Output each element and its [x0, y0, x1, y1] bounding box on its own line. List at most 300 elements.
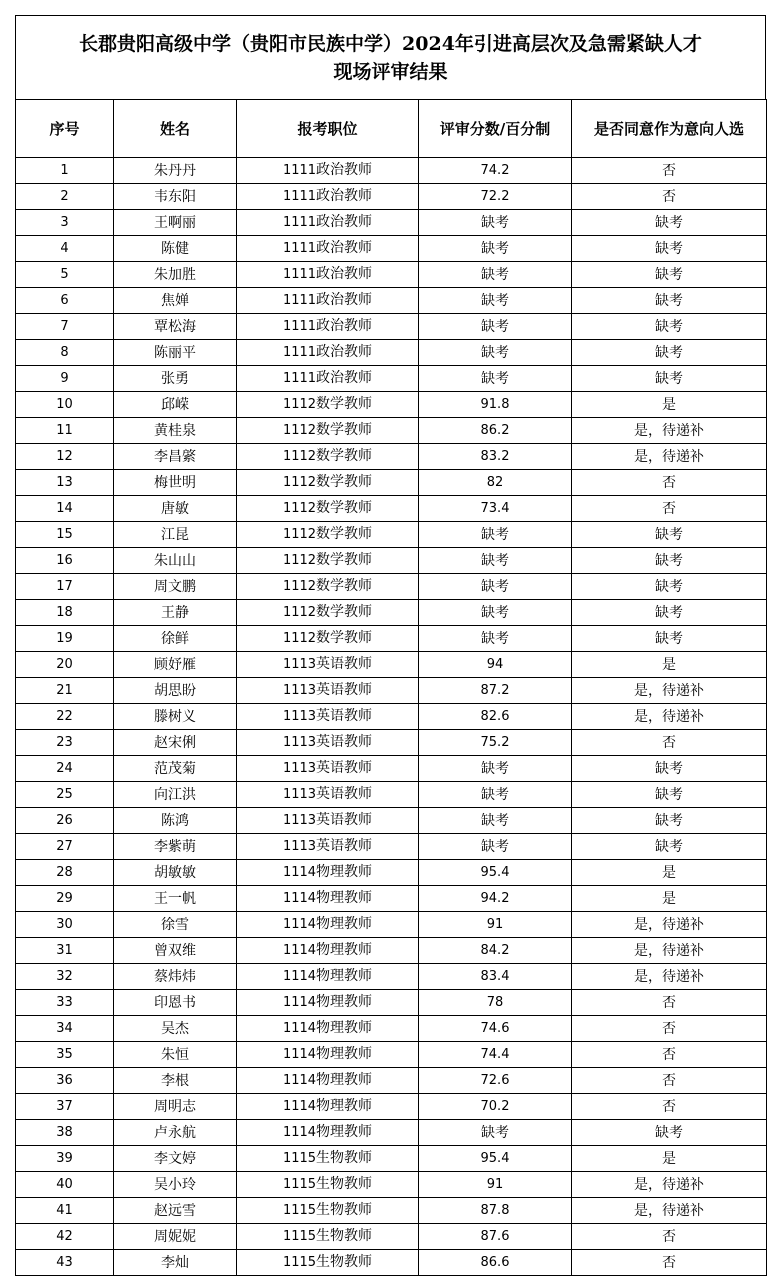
row-number-cell: 25: [16, 782, 114, 808]
position-title: 英语教师: [316, 708, 373, 724]
name-cell: 梅世明: [114, 470, 237, 496]
position-title: 数学教师: [316, 630, 373, 646]
position-code: 1114: [282, 969, 317, 984]
position-code: 1113: [282, 709, 317, 724]
position-cell: [237, 1198, 419, 1224]
position-cell: [237, 184, 419, 210]
table-row: [16, 288, 767, 314]
result-cell: 缺考: [572, 808, 767, 834]
score-cell: 87.8: [419, 1198, 572, 1224]
position-title: 政治教师: [316, 292, 373, 308]
score-cell: 91: [419, 912, 572, 938]
result-cell: 否: [572, 1042, 767, 1068]
row-number-cell: 32: [16, 964, 114, 990]
position-code: 1111: [282, 319, 317, 334]
page-subtitle: 现场评审结果: [333, 60, 448, 83]
position-code: 1114: [282, 943, 317, 958]
position-title: 数学教师: [316, 448, 373, 464]
position-cell: [237, 678, 419, 704]
title-block: [15, 15, 766, 99]
row-number-cell: 29: [16, 886, 114, 912]
position-cell: [237, 730, 419, 756]
score-cell: 86.2: [419, 418, 572, 444]
results-sheet: [15, 15, 766, 1276]
score-cell: 缺考: [419, 522, 572, 548]
result-cell: 缺考: [572, 366, 767, 392]
position-code: 1112: [282, 579, 317, 594]
position-cell: [237, 158, 419, 184]
result-cell: 否: [572, 496, 767, 522]
row-number-cell: 31: [16, 938, 114, 964]
position-cell: [237, 886, 419, 912]
position-cell: [237, 392, 419, 418]
position-cell: [237, 1224, 419, 1250]
position-title: 政治教师: [316, 344, 373, 360]
table-row: [16, 834, 767, 860]
table-row: [16, 964, 767, 990]
score-cell: 70.2: [419, 1094, 572, 1120]
score-cell: 缺考: [419, 626, 572, 652]
name-cell: 李昌綮: [114, 444, 237, 470]
result-cell: 是: [572, 1146, 767, 1172]
position-title: 英语教师: [316, 656, 373, 672]
position-code: 1111: [282, 267, 317, 282]
position-code: 1111: [282, 241, 317, 256]
row-number-cell: 18: [16, 600, 114, 626]
table-row: [16, 210, 767, 236]
score-cell: 74.2: [419, 158, 572, 184]
table-row: [16, 444, 767, 470]
result-cell: 否: [572, 158, 767, 184]
position-title: 数学教师: [316, 396, 373, 412]
name-cell: 朱加胜: [114, 262, 237, 288]
position-code: 1114: [282, 995, 317, 1010]
result-cell: 缺考: [572, 522, 767, 548]
score-cell: 78: [419, 990, 572, 1016]
name-cell: 焦婵: [114, 288, 237, 314]
position-cell: [237, 288, 419, 314]
score-cell: 82: [419, 470, 572, 496]
position-cell: [237, 444, 419, 470]
position-cell: [237, 990, 419, 1016]
position-title: 物理教师: [316, 890, 373, 906]
position-code: 1114: [282, 865, 317, 880]
name-cell: 王啊丽: [114, 210, 237, 236]
table-row: [16, 1120, 767, 1146]
position-code: 1113: [282, 813, 317, 828]
position-title: 英语教师: [316, 838, 373, 854]
position-title: 英语教师: [316, 734, 373, 750]
result-cell: 缺考: [572, 782, 767, 808]
name-cell: 朱山山: [114, 548, 237, 574]
score-cell: 87.2: [419, 678, 572, 704]
position-cell: [237, 262, 419, 288]
row-number-cell: 43: [16, 1250, 114, 1276]
name-cell: 王一帆: [114, 886, 237, 912]
row-number-cell: 36: [16, 1068, 114, 1094]
score-cell: 95.4: [419, 1146, 572, 1172]
name-cell: 韦东阳: [114, 184, 237, 210]
position-title: 政治教师: [316, 266, 373, 282]
name-cell: 吴小玲: [114, 1172, 237, 1198]
position-cell: [237, 600, 419, 626]
position-code: 1112: [282, 449, 317, 464]
name-cell: 印恩书: [114, 990, 237, 1016]
position-cell: [237, 340, 419, 366]
score-cell: 95.4: [419, 860, 572, 886]
position-cell: [237, 938, 419, 964]
position-cell: [237, 236, 419, 262]
name-cell: 李灿: [114, 1250, 237, 1276]
table-row: [16, 158, 767, 184]
result-cell: 否: [572, 1068, 767, 1094]
position-cell: [237, 1146, 419, 1172]
result-cell: 是，待递补: [572, 1172, 767, 1198]
position-title: 生物教师: [316, 1254, 373, 1270]
table-row: [16, 600, 767, 626]
header-score: 评审分数/百分制: [419, 100, 572, 158]
row-number-cell: 28: [16, 860, 114, 886]
row-number-cell: 22: [16, 704, 114, 730]
position-cell: [237, 210, 419, 236]
score-cell: 缺考: [419, 262, 572, 288]
result-cell: 缺考: [572, 1120, 767, 1146]
position-title: 生物教师: [316, 1228, 373, 1244]
table-row: [16, 1146, 767, 1172]
score-cell: 91.8: [419, 392, 572, 418]
score-cell: 83.2: [419, 444, 572, 470]
header-name: 姓名: [114, 100, 237, 158]
result-cell: 缺考: [572, 288, 767, 314]
row-number-cell: 15: [16, 522, 114, 548]
name-cell: 向江洪: [114, 782, 237, 808]
table-row: [16, 938, 767, 964]
position-title: 物理教师: [316, 968, 373, 984]
name-cell: 陈丽平: [114, 340, 237, 366]
result-cell: 是，待递补: [572, 678, 767, 704]
table-row: [16, 782, 767, 808]
row-number-cell: 33: [16, 990, 114, 1016]
position-title: 英语教师: [316, 786, 373, 802]
row-number-cell: 30: [16, 912, 114, 938]
row-number-cell: 42: [16, 1224, 114, 1250]
row-number-cell: 5: [16, 262, 114, 288]
header-no: 序号: [16, 100, 114, 158]
position-cell: [237, 808, 419, 834]
position-cell: [237, 912, 419, 938]
result-cell: 缺考: [572, 314, 767, 340]
position-code: 1111: [282, 163, 317, 178]
result-cell: 是，待递补: [572, 964, 767, 990]
result-cell: 否: [572, 1224, 767, 1250]
position-title: 政治教师: [316, 214, 373, 230]
position-code: 1113: [282, 839, 317, 854]
row-number-cell: 41: [16, 1198, 114, 1224]
position-title: 物理教师: [316, 864, 373, 880]
table-row: [16, 912, 767, 938]
row-number-cell: 39: [16, 1146, 114, 1172]
position-code: 1112: [282, 527, 317, 542]
position-cell: [237, 860, 419, 886]
name-cell: 周明志: [114, 1094, 237, 1120]
results-table: [15, 99, 767, 1276]
result-cell: 缺考: [572, 756, 767, 782]
page-title: 长郡贵阳高级中学（贵阳市民族中学）2024年引进高层次及急需紧缺人才: [79, 32, 702, 55]
position-cell: [237, 496, 419, 522]
score-cell: 缺考: [419, 314, 572, 340]
result-cell: 否: [572, 730, 767, 756]
position-title: 物理教师: [316, 1072, 373, 1088]
result-cell: 是: [572, 652, 767, 678]
name-cell: 江昆: [114, 522, 237, 548]
table-row: [16, 652, 767, 678]
score-cell: 缺考: [419, 834, 572, 860]
position-cell: [237, 1042, 419, 1068]
result-cell: 是: [572, 860, 767, 886]
score-cell: 缺考: [419, 808, 572, 834]
score-cell: 缺考: [419, 340, 572, 366]
position-cell: [237, 470, 419, 496]
result-cell: 缺考: [572, 574, 767, 600]
position-title: 数学教师: [316, 604, 373, 620]
name-cell: 周文鹏: [114, 574, 237, 600]
table-row: [16, 366, 767, 392]
table-row: [16, 1224, 767, 1250]
name-cell: 赵宋俐: [114, 730, 237, 756]
row-number-cell: 7: [16, 314, 114, 340]
result-cell: 是，待递补: [572, 938, 767, 964]
score-cell: 缺考: [419, 782, 572, 808]
table-header-row: [16, 100, 767, 158]
name-cell: 张勇: [114, 366, 237, 392]
position-cell: [237, 522, 419, 548]
score-cell: 74.6: [419, 1016, 572, 1042]
name-cell: 蔡炜炜: [114, 964, 237, 990]
table-row: [16, 1016, 767, 1042]
table-row: [16, 522, 767, 548]
table-row: [16, 548, 767, 574]
result-cell: 是，待递补: [572, 444, 767, 470]
score-cell: 82.6: [419, 704, 572, 730]
result-cell: 是: [572, 886, 767, 912]
position-title: 英语教师: [316, 682, 373, 698]
name-cell: 李紫萌: [114, 834, 237, 860]
position-code: 1115: [282, 1151, 317, 1166]
position-code: 1115: [282, 1177, 317, 1192]
name-cell: 周妮妮: [114, 1224, 237, 1250]
score-cell: 74.4: [419, 1042, 572, 1068]
position-cell: [237, 964, 419, 990]
position-title: 物理教师: [316, 1020, 373, 1036]
row-number-cell: 40: [16, 1172, 114, 1198]
row-number-cell: 17: [16, 574, 114, 600]
name-cell: 顾妤雁: [114, 652, 237, 678]
name-cell: 胡思盼: [114, 678, 237, 704]
table-row: [16, 574, 767, 600]
score-cell: 缺考: [419, 548, 572, 574]
score-cell: 缺考: [419, 236, 572, 262]
row-number-cell: 2: [16, 184, 114, 210]
name-cell: 卢永航: [114, 1120, 237, 1146]
position-code: 1115: [282, 1203, 317, 1218]
score-cell: 73.4: [419, 496, 572, 522]
position-title: 英语教师: [316, 760, 373, 776]
position-cell: [237, 782, 419, 808]
row-number-cell: 14: [16, 496, 114, 522]
table-row: [16, 704, 767, 730]
row-number-cell: 21: [16, 678, 114, 704]
position-code: 1112: [282, 397, 317, 412]
score-cell: 94.2: [419, 886, 572, 912]
row-number-cell: 8: [16, 340, 114, 366]
position-code: 1112: [282, 605, 317, 620]
row-number-cell: 11: [16, 418, 114, 444]
row-number-cell: 13: [16, 470, 114, 496]
position-code: 1112: [282, 423, 317, 438]
name-cell: 李文婷: [114, 1146, 237, 1172]
name-cell: 徐雪: [114, 912, 237, 938]
table-body: [16, 158, 767, 1276]
result-cell: 否: [572, 1094, 767, 1120]
position-code: 1113: [282, 683, 317, 698]
header-position: 报考职位: [237, 100, 419, 158]
position-cell: [237, 834, 419, 860]
row-number-cell: 9: [16, 366, 114, 392]
name-cell: 范茂菊: [114, 756, 237, 782]
position-cell: [237, 366, 419, 392]
position-code: 1115: [282, 1255, 317, 1270]
table-row: [16, 184, 767, 210]
result-cell: 缺考: [572, 834, 767, 860]
name-cell: 黄桂泉: [114, 418, 237, 444]
row-number-cell: 4: [16, 236, 114, 262]
position-code: 1111: [282, 215, 317, 230]
position-cell: [237, 314, 419, 340]
position-title: 政治教师: [316, 318, 373, 334]
row-number-cell: 35: [16, 1042, 114, 1068]
row-number-cell: 10: [16, 392, 114, 418]
score-cell: 84.2: [419, 938, 572, 964]
table-row: [16, 340, 767, 366]
score-cell: 缺考: [419, 366, 572, 392]
score-cell: 72.6: [419, 1068, 572, 1094]
result-cell: 缺考: [572, 340, 767, 366]
table-row: [16, 1198, 767, 1224]
score-cell: 91: [419, 1172, 572, 1198]
name-cell: 覃松海: [114, 314, 237, 340]
position-title: 数学教师: [316, 474, 373, 490]
score-cell: 缺考: [419, 574, 572, 600]
name-cell: 邱嵘: [114, 392, 237, 418]
position-title: 物理教师: [316, 916, 373, 932]
position-code: 1111: [282, 293, 317, 308]
name-cell: 朱恒: [114, 1042, 237, 1068]
score-cell: 83.4: [419, 964, 572, 990]
row-number-cell: 1: [16, 158, 114, 184]
position-code: 1113: [282, 761, 317, 776]
table-row: [16, 418, 767, 444]
table-row: [16, 626, 767, 652]
position-title: 数学教师: [316, 578, 373, 594]
position-title: 政治教师: [316, 162, 373, 178]
name-cell: 胡敏敏: [114, 860, 237, 886]
row-number-cell: 16: [16, 548, 114, 574]
position-title: 数学教师: [316, 422, 373, 438]
table-row: [16, 1172, 767, 1198]
score-cell: 86.6: [419, 1250, 572, 1276]
position-code: 1114: [282, 1125, 317, 1140]
position-cell: [237, 756, 419, 782]
result-cell: 是，待递补: [572, 704, 767, 730]
position-title: 政治教师: [316, 370, 373, 386]
result-cell: 否: [572, 184, 767, 210]
table-row: [16, 756, 767, 782]
result-cell: 是，待递补: [572, 418, 767, 444]
table-row: [16, 860, 767, 886]
score-cell: 缺考: [419, 600, 572, 626]
position-cell: [237, 1250, 419, 1276]
result-cell: 是，待递补: [572, 1198, 767, 1224]
position-code: 1114: [282, 917, 317, 932]
position-code: 1111: [282, 371, 317, 386]
result-cell: 缺考: [572, 236, 767, 262]
position-title: 物理教师: [316, 1046, 373, 1062]
name-cell: 陈鸿: [114, 808, 237, 834]
name-cell: 吴杰: [114, 1016, 237, 1042]
table-row: [16, 678, 767, 704]
score-cell: 缺考: [419, 288, 572, 314]
name-cell: 唐敏: [114, 496, 237, 522]
row-number-cell: 26: [16, 808, 114, 834]
position-code: 1112: [282, 553, 317, 568]
position-title: 物理教师: [316, 994, 373, 1010]
position-cell: [237, 418, 419, 444]
result-cell: 否: [572, 990, 767, 1016]
position-title: 物理教师: [316, 1124, 373, 1140]
name-cell: 李根: [114, 1068, 237, 1094]
position-cell: [237, 652, 419, 678]
result-cell: 否: [572, 1016, 767, 1042]
position-title: 数学教师: [316, 500, 373, 516]
position-cell: [237, 548, 419, 574]
position-title: 物理教师: [316, 942, 373, 958]
row-number-cell: 38: [16, 1120, 114, 1146]
name-cell: 徐鲜: [114, 626, 237, 652]
score-cell: 缺考: [419, 756, 572, 782]
row-number-cell: 3: [16, 210, 114, 236]
position-code: 1112: [282, 631, 317, 646]
position-cell: [237, 626, 419, 652]
position-code: 1113: [282, 787, 317, 802]
position-code: 1114: [282, 891, 317, 906]
table-row: [16, 990, 767, 1016]
score-cell: 94: [419, 652, 572, 678]
position-title: 英语教师: [316, 812, 373, 828]
position-cell: [237, 1068, 419, 1094]
position-title: 物理教师: [316, 1098, 373, 1114]
position-code: 1113: [282, 657, 317, 672]
position-cell: [237, 1120, 419, 1146]
position-code: 1112: [282, 475, 317, 490]
table-row: [16, 730, 767, 756]
score-cell: 缺考: [419, 210, 572, 236]
table-row: [16, 1250, 767, 1276]
table-row: [16, 470, 767, 496]
result-cell: 缺考: [572, 262, 767, 288]
position-title: 政治教师: [316, 188, 373, 204]
table-row: [16, 1042, 767, 1068]
name-cell: 陈健: [114, 236, 237, 262]
